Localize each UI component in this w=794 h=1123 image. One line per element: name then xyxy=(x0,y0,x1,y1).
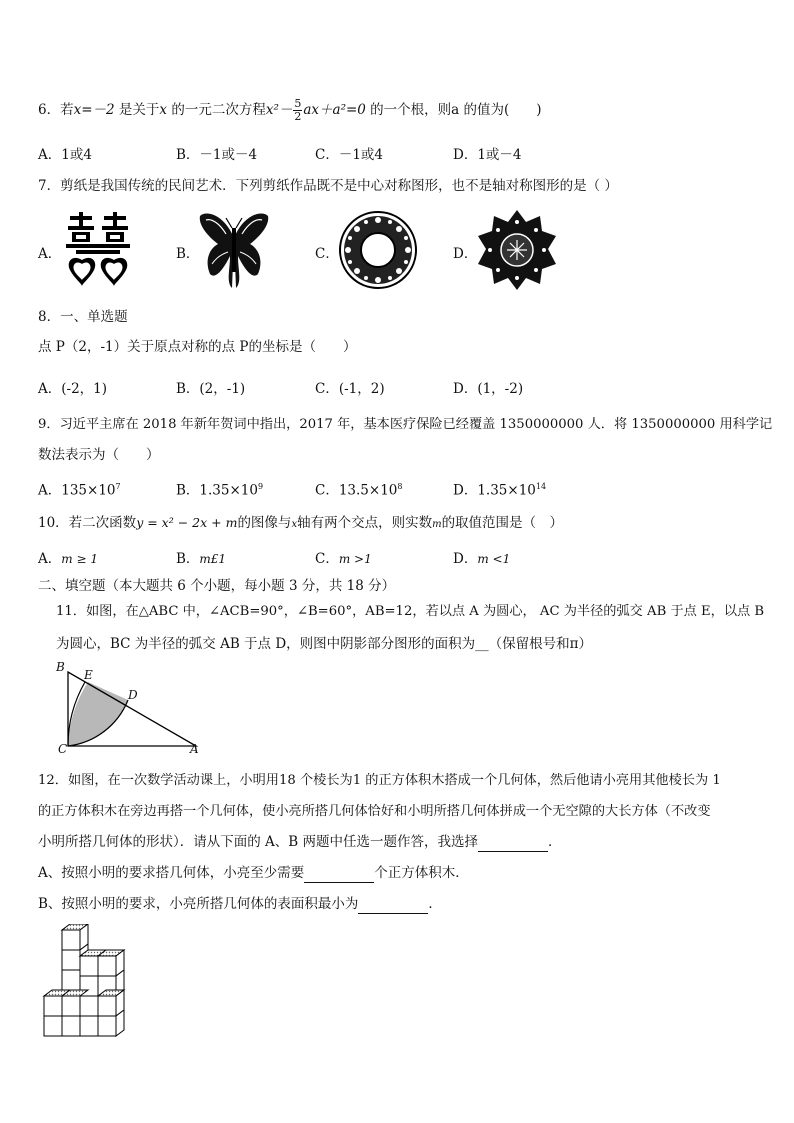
q12-figure-cube-stack xyxy=(36,924,140,1042)
q12-option-a-line xyxy=(38,864,469,883)
q6-stem-end: 的一个根，则a 的值为( ) xyxy=(365,102,542,118)
q6-equation-part2: ax＋a²=0 xyxy=(303,102,366,118)
q10-option-a[interactable] xyxy=(38,550,98,568)
q12-line3-text: 小明所搭几何体的形状）．请从下面的 A、B 两题中任选一题作答，我选择 xyxy=(38,834,479,850)
q10-option-a-label: A． xyxy=(38,551,62,567)
q6-fraction xyxy=(293,98,302,123)
q12-option-a-blank[interactable] xyxy=(304,864,374,883)
q10-option-c-label: C． xyxy=(315,551,339,567)
q11-line2: 为圆心，BC 为半径的弧交 AB 于点 D，则图中阴影部分图形的面积为__（保留根号和π） xyxy=(56,636,593,652)
q12-option-b-end: ． xyxy=(428,896,442,912)
q8-header: 8．一、单选题 xyxy=(38,309,128,325)
q10-option-b[interactable] xyxy=(176,550,226,568)
q7-figure-star-papercut xyxy=(476,208,558,292)
q9-option-d[interactable] xyxy=(453,478,546,500)
q10-option-b-label: B． xyxy=(176,551,200,567)
q9-option-b[interactable] xyxy=(176,478,263,500)
q6-var-x: x xyxy=(159,102,168,118)
q9-stem-line2: 数法表示为（ ） xyxy=(38,447,160,463)
q12-line1: 12．如图，在一次数学活动课上，小明用18 个棱长为1 的正方体积木搭成一个几何体，然后他请小亮用其他棱长为 1 xyxy=(38,773,721,788)
q11-label-e: E xyxy=(84,668,93,682)
q11-label-a: A xyxy=(190,742,199,756)
q10-stem-text: 的图像与 xyxy=(237,515,292,531)
q6-equation-part1: x²－ xyxy=(265,102,293,118)
q10-option-b-expr: m£1 xyxy=(199,552,227,566)
q12-choice-blank[interactable] xyxy=(478,833,548,852)
q8-option-d[interactable]: D．(1，-2) xyxy=(453,381,524,397)
q12-line3-end: ． xyxy=(548,834,562,850)
q9-option-a[interactable] xyxy=(38,478,121,500)
q7-option-c-label[interactable]: C． xyxy=(315,246,339,262)
q12-option-a-end: 个正方体积木． xyxy=(374,865,469,881)
q6-stem-text-2: 的一元二次方程 xyxy=(167,102,266,118)
triangle-arc-diagram xyxy=(52,660,204,756)
q11-line1: 11．如图，在△ABC 中，∠ACB=90°，∠B=60°，AB=12，若以点 A 为圆心， AC 为半径的弧交 AB 于点 E，以点 B xyxy=(56,604,765,619)
q10-option-d-expr: m <1 xyxy=(477,552,511,566)
q9-option-d-base: D．1.35×10 xyxy=(453,482,536,499)
q6-stem-text: 是关于 xyxy=(114,102,160,118)
q7-figure-butterfly xyxy=(196,208,272,292)
q6-option-a[interactable]: A．1或4 xyxy=(38,147,92,163)
q7-option-b-label[interactable]: B． xyxy=(176,246,200,262)
q9-option-a-exp: 7 xyxy=(115,482,121,491)
section2-title: 二、填空题（本大题共 6 个小题，每小题 3 分，共 18 分） xyxy=(38,578,396,594)
butterfly-icon xyxy=(196,208,272,292)
q10-option-d[interactable] xyxy=(453,550,510,568)
q10-var-x: x xyxy=(291,519,298,530)
q6-fraction-denominator: 2 xyxy=(294,110,302,123)
q12-option-b-text: B、按照小明的要求，小亮所搭几何体的表面积最小为 xyxy=(38,896,359,912)
q10-stem-end: 的取值范围是（ ） xyxy=(441,515,564,531)
q9-option-c-base: C．13.5×10 xyxy=(315,482,398,499)
q11-label-b: B xyxy=(56,660,65,674)
q7-figure-round-papercut xyxy=(338,210,418,290)
double-happiness-icon xyxy=(62,210,134,288)
q12-line3 xyxy=(38,833,562,852)
star-papercut-icon xyxy=(476,208,558,292)
q10-stem-prefix: 10．若二次函数 xyxy=(38,515,137,531)
q8-stem: 点 P（2，-1）关于原点对称的点 P的坐标是（ ） xyxy=(38,339,357,355)
q11-label-d: D xyxy=(128,688,138,702)
q9-option-a-base: A．135×10 xyxy=(38,482,116,499)
q12-option-b-line xyxy=(38,895,442,914)
q10-function: y = x² − 2x + m xyxy=(136,515,238,530)
q9-option-b-base: B．1.35×10 xyxy=(176,482,258,499)
q10-var-m: m xyxy=(432,519,442,530)
q9-option-d-exp: 14 xyxy=(535,482,547,491)
q6-fraction-numerator: 5 xyxy=(294,97,302,110)
q12-line2: 的正方体积木在旁边再搭一个几何体，使小亮所搭几何体恰好和小明所搭几何体拼成一个无空隙的大长方体（不改变 xyxy=(38,804,711,819)
q6-option-c[interactable]: C．－1或4 xyxy=(315,147,384,163)
q7-option-a-label[interactable]: A． xyxy=(38,246,62,262)
q12-option-a-text: A、按照小明的要求搭几何体，小亮至少需要 xyxy=(38,865,305,881)
q12-option-b-blank[interactable] xyxy=(358,895,428,914)
q10-option-c[interactable] xyxy=(315,550,372,568)
q8-option-b[interactable]: B．(2，-1) xyxy=(176,381,246,397)
q6-option-b[interactable]: B．－1或－4 xyxy=(176,147,258,163)
q8-option-c[interactable]: C．(-1，2) xyxy=(315,381,385,397)
cube-stack-diagram xyxy=(36,924,140,1042)
q8-option-a[interactable]: A．(-2，1) xyxy=(38,381,108,397)
q10-stem xyxy=(38,514,563,534)
q9-option-b-exp: 9 xyxy=(257,482,264,491)
q11-label-c: C xyxy=(58,742,68,756)
q6-root-value: x=－2 xyxy=(73,102,115,118)
q10-option-d-label: D． xyxy=(453,551,478,567)
round-papercut-icon xyxy=(338,210,418,290)
q11-figure-triangle xyxy=(52,660,204,756)
q9-option-c-exp: 8 xyxy=(397,482,403,491)
q9-stem-line1: 9．习近平主席在 2018 年新年贺词中指出，2017 年，基本医疗保险已经覆盖 1350000000 人．将 1350000000 用科学记 xyxy=(38,417,773,432)
q6-stem xyxy=(38,98,542,123)
q6-stem-prefix: 6．若 xyxy=(38,102,74,118)
q10-option-c-expr: m >1 xyxy=(338,552,372,566)
q9-option-c[interactable] xyxy=(315,478,402,500)
q7-option-d-label[interactable]: D． xyxy=(453,246,478,262)
q7-figure-double-happiness xyxy=(62,210,134,288)
q10-stem-text-2: 轴有两个交点，则实数 xyxy=(297,515,433,531)
q6-option-d[interactable]: D．1或－4 xyxy=(453,147,522,163)
q10-option-a-expr: m ≥ 1 xyxy=(61,552,98,566)
q7-stem: 7．剪纸是我国传统的民间艺术．下列剪纸作品既不是中心对称图形，也不是轴对称图形的是（ ） xyxy=(38,178,618,194)
